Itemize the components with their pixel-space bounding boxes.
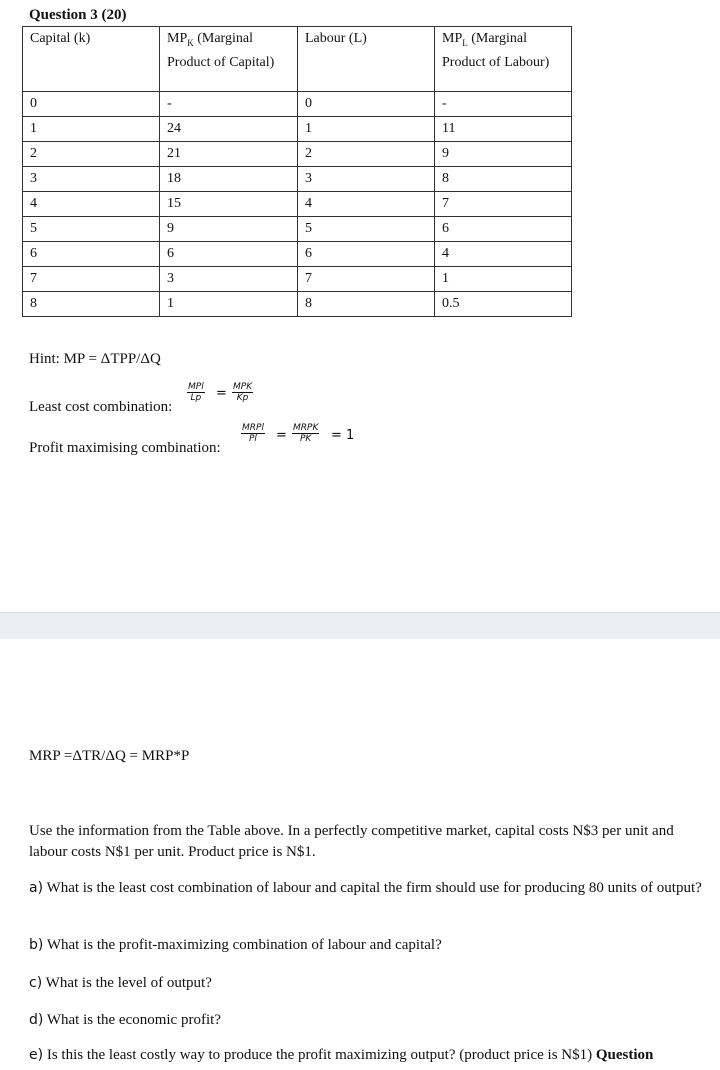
question-text: What is the level of output? — [45, 975, 212, 991]
cell-mpk: 3 — [160, 267, 298, 292]
table-row — [23, 267, 572, 292]
question-e — [29, 1045, 709, 1066]
profit-max-rhs-fraction — [292, 423, 319, 445]
cell-mpk: 24 — [160, 117, 298, 142]
least-cost-lhs-numerator: MPl — [188, 382, 204, 392]
cell-mpl: 7 — [435, 192, 572, 217]
cell-capital: 8 — [23, 292, 160, 317]
cell-capital: 5 — [23, 217, 160, 242]
question-c — [29, 973, 709, 994]
cell-labour: 7 — [298, 267, 435, 292]
table-row — [23, 217, 572, 242]
question-label: c) — [29, 975, 43, 991]
cell-mpk: 6 — [160, 242, 298, 267]
cell-labour: 0 — [298, 92, 435, 117]
cell-capital: 3 — [23, 167, 160, 192]
cell-mpl: 4 — [435, 242, 572, 267]
table-row — [23, 192, 572, 217]
question-tail: Question — [595, 1047, 654, 1063]
profit-max-lhs-fraction — [241, 423, 265, 445]
question-text: Is this the least costly way to produce the profit maximizing output? (product price is N$1) — [46, 1047, 593, 1063]
least-cost-lhs-denominator: Lp — [190, 393, 202, 403]
table-row — [23, 292, 572, 317]
intro-paragraph: Use the information from the Table above. In a perfectly competitive market, capital costs N$3 per unit and labour costs N$1 per unit. Product price is N$1. — [29, 823, 674, 860]
profit-max-rhs-denominator: PK — [300, 434, 312, 444]
question-label: d) — [29, 1012, 44, 1028]
table-row — [23, 167, 572, 192]
cell-mpl: 9 — [435, 142, 572, 167]
profit-max-rhs-numerator: MRPK — [293, 423, 319, 433]
header-mpk: $MP_K$ (Marginal Product of Capital) — [160, 27, 298, 92]
least-cost-equals: = — [216, 386, 227, 401]
least-cost-lhs-fraction — [187, 382, 205, 404]
question-label: b) — [29, 937, 44, 953]
least-cost-rhs-denominator: Kp — [236, 393, 249, 403]
table-row — [23, 117, 572, 142]
cell-mpl: 1 — [435, 267, 572, 292]
question-a — [29, 878, 709, 899]
least-cost-label: Least cost combination: — [29, 399, 173, 415]
cell-mpk: 9 — [160, 217, 298, 242]
cell-capital: 2 — [23, 142, 160, 167]
question-text: What is the least cost combination of labour and capital the firm should use for producing 80 units of output? — [46, 880, 702, 896]
question-text: What is the profit-maximizing combination of labour and capital? — [46, 937, 442, 953]
cell-mpl: 8 — [435, 167, 572, 192]
cell-capital: 0 — [23, 92, 160, 117]
mrp-formula: MRP =ΔTR/ΔQ = MRP*P — [29, 748, 190, 764]
question-title: Question 3 (20) — [29, 7, 127, 23]
cell-labour: 6 — [298, 242, 435, 267]
question-d — [29, 1010, 709, 1031]
profit-max-tail: = 1 — [331, 428, 355, 443]
profit-max-label: Profit maximising combination: — [29, 440, 221, 456]
least-cost-rhs-numerator: MPK — [233, 382, 253, 392]
cell-capital: 6 — [23, 242, 160, 267]
cell-mpl: 0.5 — [435, 292, 572, 317]
cell-labour: 8 — [298, 292, 435, 317]
cell-labour: 3 — [298, 167, 435, 192]
cell-mpk: 1 — [160, 292, 298, 317]
table-header-row — [23, 27, 572, 92]
question-label: a) — [29, 880, 44, 896]
cell-capital: 7 — [23, 267, 160, 292]
header-mpl: $MP_L$ (Marginal Product of Labour) — [435, 27, 572, 92]
question-b — [29, 935, 709, 956]
table-row — [23, 92, 572, 117]
header-capital: Capital (k) — [23, 27, 160, 92]
cell-mpl: 11 — [435, 117, 572, 142]
question-text: What is the economic profit? — [46, 1012, 221, 1028]
cell-capital: 1 — [23, 117, 160, 142]
page-divider — [0, 612, 720, 639]
cell-mpk: 15 — [160, 192, 298, 217]
cell-capital: 4 — [23, 192, 160, 217]
cell-labour: 5 — [298, 217, 435, 242]
cell-mpl: 6 — [435, 217, 572, 242]
table-row — [23, 242, 572, 267]
profit-max-lhs-denominator: Pl — [249, 434, 257, 444]
cell-mpk: - — [160, 92, 298, 117]
cell-mpk: 21 — [160, 142, 298, 167]
marginal-product-table — [22, 26, 572, 317]
question-label: e) — [29, 1047, 44, 1063]
cell-labour: 1 — [298, 117, 435, 142]
table-row — [23, 142, 572, 167]
profit-max-lhs-numerator: MRPl — [242, 423, 264, 433]
least-cost-rhs-fraction — [232, 382, 253, 404]
cell-labour: 4 — [298, 192, 435, 217]
cell-mpl: - — [435, 92, 572, 117]
cell-mpk: 18 — [160, 167, 298, 192]
hint-formula: Hint: MP = ΔTPP/ΔQ — [29, 351, 161, 367]
header-labour: Labour (L) — [298, 27, 435, 92]
profit-max-equals: = — [276, 428, 287, 443]
cell-labour: 2 — [298, 142, 435, 167]
